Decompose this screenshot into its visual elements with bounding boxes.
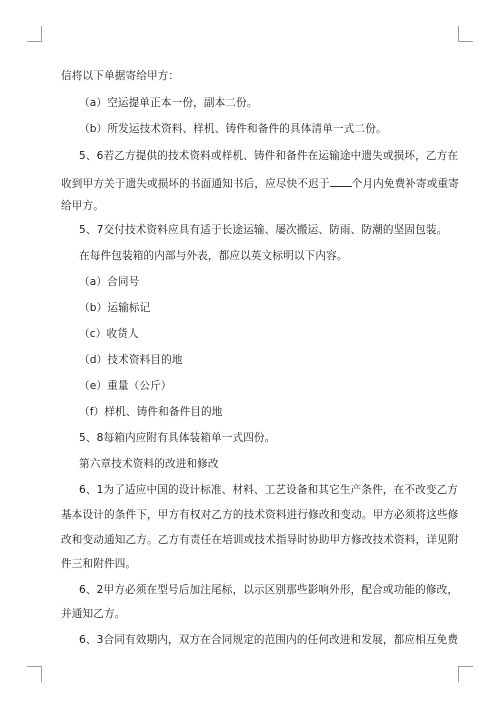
paragraph-line: 改和变动通知乙方。乙方有责任在培训或技术指导时协助甲方修改技术资料，详见附	[61, 534, 459, 546]
crop-mark-top-right	[458, 26, 473, 42]
paragraph-line: 件三和附件四。	[61, 558, 137, 570]
paragraph-line: 给甲方。	[61, 200, 104, 212]
paragraph-line: 6、2甲方必须在型号后加注尾标，以示区别那些影响外形，配合或功能的修改，	[79, 584, 459, 596]
paragraph-line: 并通知乙方。	[61, 608, 126, 620]
crop-mark-top-left	[27, 26, 42, 42]
crop-mark-bottom-right	[458, 666, 473, 682]
list-item: （b）所发运技术资料、样机、铸件和备件的具体清单一式二份。	[79, 123, 387, 135]
list-item: （f）样机、铸件和备件目的地	[79, 406, 223, 418]
text-span: 个月内免费补寄或重寄	[351, 178, 460, 190]
section-heading: 第六章技术资料的改进和修改	[79, 458, 219, 470]
paragraph-line: 6、1为了适应中国的设计标准、材料、工艺设备和其它生产条件，在不改变乙方	[79, 484, 459, 496]
crop-mark-bottom-left	[27, 666, 42, 682]
paragraph-line: 5、6若乙方提供的技术资料或样机、铸件和备件在运输途中遗失或损坏，乙方在	[79, 150, 459, 162]
paragraph-line: 5、8每箱内应附有具体装箱单一式四份。	[79, 432, 276, 444]
list-item: （a）合同号	[79, 276, 140, 288]
list-item: （a）空运提单正本一份，副本二份。	[79, 97, 258, 109]
list-item: （c）收货人	[79, 328, 139, 340]
list-item: （d）技术资料目的地	[79, 354, 183, 366]
paragraph-line: 5、7交付技术资料应具有适于长途运输、屡次搬运、防雨、防潮的坚固包装。	[79, 224, 448, 236]
paragraph-line: 6、3合同有效期内，双方在合同规定的范围内的任何改进和发展，都应相互免费	[79, 634, 459, 646]
text-span: 收到甲方关于遗失或损坏的书面通知书后，应尽快不迟于	[61, 178, 330, 190]
paragraph-line: 在每件包装箱的内部与外表，都应以英文标明以下内容。	[79, 250, 348, 262]
paragraph-line	[61, 176, 459, 191]
text-line: 信将以下单据寄给甲方：	[61, 70, 180, 82]
fill-in-blank	[330, 176, 352, 187]
list-item: （b）运输标记	[79, 302, 151, 314]
paragraph-line: 基本设计的条件下，甲方有权对乙方的技术资料进行修改和变动。甲方必须将这些修	[61, 509, 459, 521]
list-item: （e）重量（公斤）	[79, 380, 172, 392]
